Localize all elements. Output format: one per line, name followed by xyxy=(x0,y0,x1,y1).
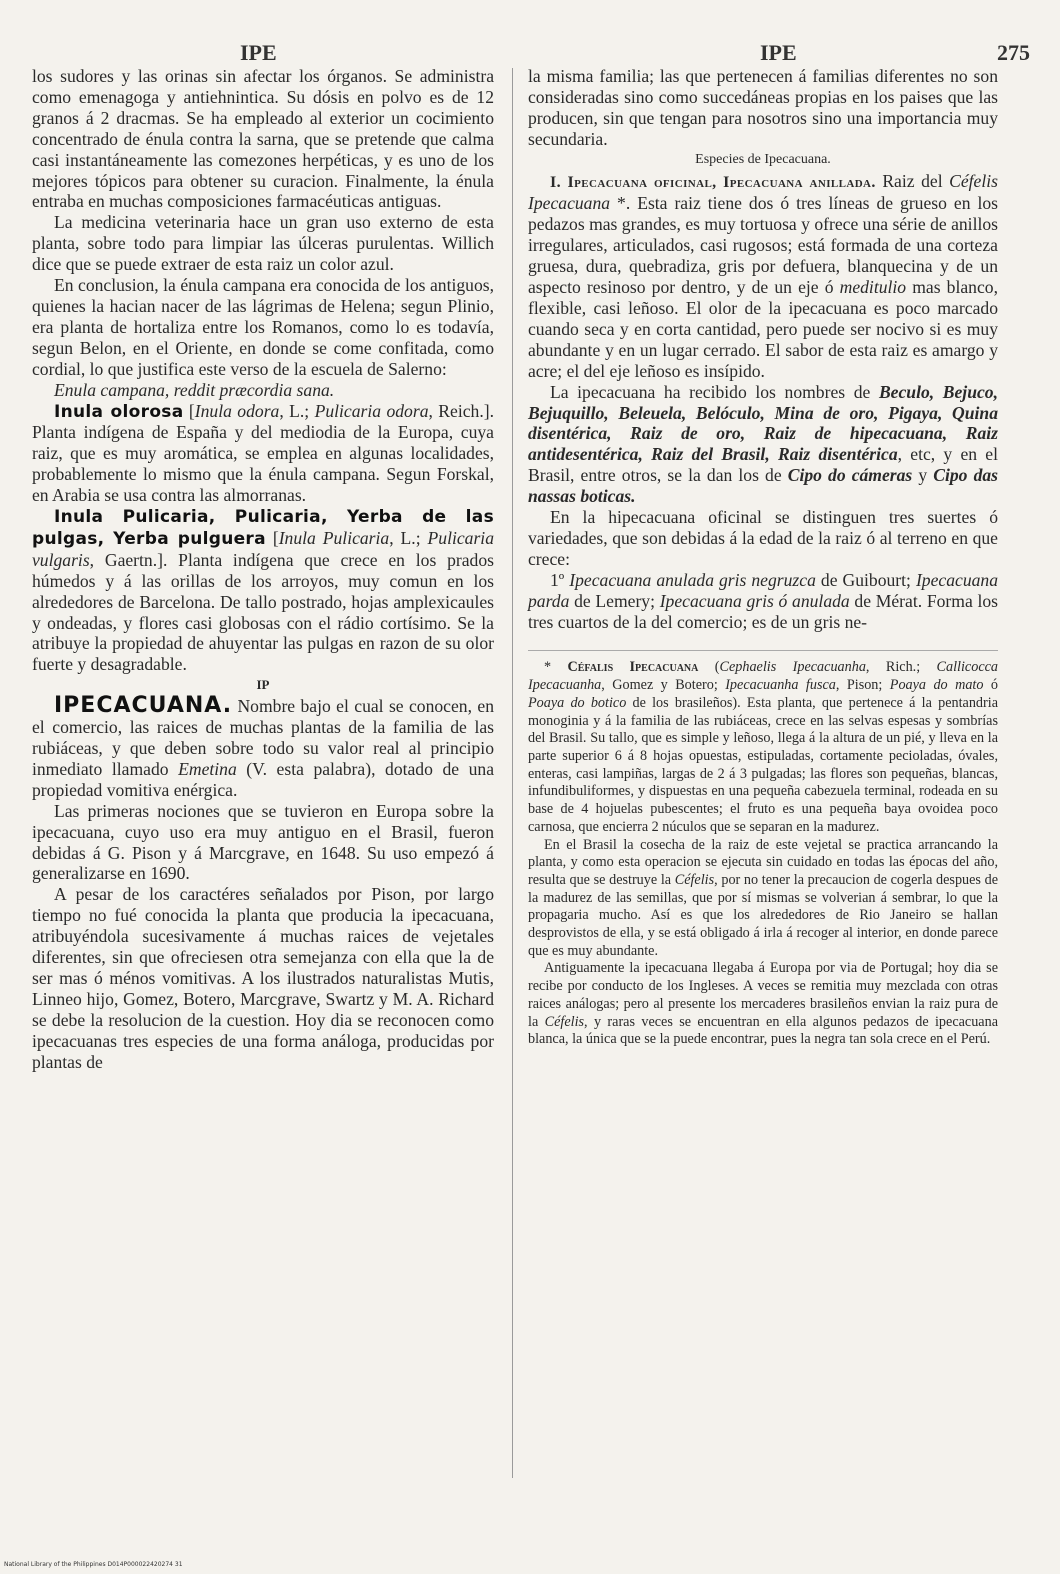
synonym: Cephaelis Ipecacuanha xyxy=(719,659,866,676)
text-run: Nombre bajo el cual se conocen, en el comercio, las raices de muchas plantas de la familia de las rubiáceas, y que deben sobre todo su valor real al principio inmediato llamado xyxy=(32,696,494,779)
text-run: mas blanco, flexible, casi leñoso. El olor de la ipecacuana es poco marcado cuando seca y en corta cantidad, pero puede ser nocivo si es muy abundante y en un lugar cerrado. El sabor de esta raiz es amargo y acre; el del eje leñoso es insípido. xyxy=(528,277,998,381)
text-run: ( xyxy=(698,659,720,676)
headword: Inula olorosa xyxy=(54,401,184,422)
paragraph: Las primeras nociones que se tuvieron en Europa sobre la ipecacuana, cuyo uso era muy antiguo en el Brasil, fueron debidas á G. Pison y á Marcgrave, en 1648. Su uso empezó á generalizarse en 1690. xyxy=(32,800,494,884)
species-name: Céfelis xyxy=(544,1013,585,1030)
text-run: 1º xyxy=(550,569,570,590)
synonym: Pulicaria odora xyxy=(314,400,429,421)
section-title: Especies de Ipecacuana. xyxy=(695,151,831,167)
text-run: , Reich.]. Planta indígena de España y del mediodia de la Europa, cuya raiz, que es muy aromática, se emplea en algunas localidades, probablemente lo mismo que la énula campana. Segun Forskal, en Arabia se usa contra las almorranas. xyxy=(32,400,494,506)
text-run: , L.; xyxy=(389,527,428,548)
text-run: , Gomez y Botero; xyxy=(601,677,726,694)
paragraph: En la hipecacuana oficinal se distinguen tres suertes ó variedades, que son debidas á la edad de la raiz ó al terreno en que crece: xyxy=(528,507,998,569)
headword: Inula Pulicaria, Pulicaria, Yerba de las pulgas, Yerba pulguera xyxy=(32,507,494,549)
entry-ipecacuana xyxy=(32,693,495,801)
common-name: Cipo do cámeras xyxy=(787,465,913,486)
synonym: Inula odora xyxy=(194,400,280,421)
species-name: Céfelis xyxy=(674,871,715,888)
synonym: Poaya do botico xyxy=(528,694,627,711)
paragraph-names xyxy=(528,382,998,507)
text-run: * xyxy=(544,659,568,676)
text-run: de Guibourt; xyxy=(815,569,916,590)
entry-inula-olorosa xyxy=(32,401,494,507)
page-number: 275 xyxy=(997,40,1030,65)
text-run: [ xyxy=(265,527,279,548)
variety-name: Ipecacuana parda xyxy=(528,569,999,611)
synonym: Ipecacuanha fusca xyxy=(725,677,836,694)
common-name: Cipo das nassas boticas. xyxy=(528,465,999,507)
text-run: La ipecacuana ha recibido los nombres de xyxy=(550,381,879,402)
running-head-right: IPE xyxy=(760,40,797,65)
text-run: (V. esta palabra), dotado de una propiedad vomitiva enérgica. xyxy=(32,758,495,800)
text-run: , y raras veces se encuentran en ella algunos pedazos de ipecacuana blanca, la única que se la puede encontrar, pues la negra tan sola crece en el Perú. xyxy=(528,1013,998,1048)
text-run: [ xyxy=(183,400,195,421)
running-head-left: IPE xyxy=(240,40,277,65)
text-run: , Rich.; xyxy=(865,659,937,676)
text-run: , Gaertn.]. Planta indígena que crece en los prados húmedos y á las orillas de los arroyos, muy comun en los alrededores de Barcelona. De tallo postrado, hojas amplexicaules y ondeadas, y flores casi globosas con el rádio cortísimo. Se la atribuye la propiedad de ahuyentar las pulgas en razon de su olor fuerte y desagradable. xyxy=(32,549,494,675)
headword: IPECACUANA. xyxy=(54,693,233,719)
text-run: de los brasileños). Esta planta, que pertenece á la pentandria monoginia y á la familia de las rubiáceas, crece en las selvas espesas y sombrías del Brasil. Su tallo, que es simple y leñoso, llega á la altura de un pié, y lleva en la parte superior 6 á 8 hojas opuestas, estipuladas, cortamente pecioladas, óvales, enteras, casi lampiñas, largas de 2 á 3 pulgadas; las flores son pequeñas, blancas, infundibuliformes, y dispuestas en una pequeña cabezuela terminal, rodeada en su base de 4 hojuelas pubescentes; el fruto es una pequeña baya ovoidea poco carnosa, que encierra 2 núculos que se separan en la madurez. xyxy=(528,694,998,835)
library-imprint: National Library of the Philippines D014P000022420274 31 xyxy=(4,1561,183,1568)
footnote-rule xyxy=(528,650,998,651)
species-heading: I. Ipecacuana oficinal, Ipecacuana anillada. xyxy=(550,173,876,191)
text-run: Raiz del xyxy=(875,170,950,191)
paragraph: A pesar de los caractéres señalados por Pison, por largo tiempo no fué conocida la planta que producia la ipecacuana, atribuyéndola sucesivamente á muchas raices de vejetales diferentes, sin que ofreciesen otra semejanza con ella que la de ser mas ó ménos vomitivas. A los ilustrados naturalistas Mutis, Linneo hijo, Gomez, Botero, Marcgrave, Swartz y M. A. Richard se debe la resolucion de la cuestion. Hoy dia se reconocen como ipecacuanas tres especies de una forma análoga, producidas por plantas de xyxy=(32,884,494,1072)
synonym: Callicocca Ipecacuanha xyxy=(528,659,999,694)
paragraph: En conclusion, la énula campana era conocida de los antiguos, quienes la hacian nacer de las lágrimas de Helena; segun Plinio, era planta de hortaliza entre los Romanos, como lo es todavía, segun Belon, en el Oriente, en donde se come confitada, como cordial, lo que justifica este verso de la escuela de Salerno: xyxy=(32,275,494,379)
text-run: y xyxy=(912,465,934,486)
text-run: de Mérat. Forma los tres cuartos de la del comercio; es de un gris ne- xyxy=(528,590,998,632)
text-run: ó xyxy=(983,677,998,694)
species-entry xyxy=(528,171,998,382)
species-name: Céfelis Ipecacuana xyxy=(528,170,998,214)
variety-name: Ipecacuana gris ó anulada xyxy=(659,590,850,611)
verse: Enula campana, reddit præcordia sana. xyxy=(54,379,335,400)
footnote xyxy=(528,659,998,1048)
text-run: *. Esta raiz tiene dos ó tres líneas de grueso en los pedazos mas grandes, es muy tortuosa y ofrece una série de anillos irregulares, articulados, casi rugosos; está formada de una corteza gruesa, dura, quebradiza, gris por defuera, blanquecina y de un aspecto resinoso por dentro, y de un eje ó xyxy=(528,193,998,298)
footnote-heading: Céfalis Ipecacuana xyxy=(567,659,699,676)
text-run: , por no tener la precaucion de cogerla despues de la madurez de las semillas, que por sí mismas se volverian á sembrar, lo que la propagaria mucho. Así es que los alrededores de Rio Janeiro se hallan desprovistos de ella, y se está obligado á irla á recoger al interior, en donde parece que es muy abundante. xyxy=(528,871,999,959)
synonym: Poaya do mato xyxy=(889,677,984,694)
text-run: de Lemery; xyxy=(569,590,660,611)
cross-reference: Emetina xyxy=(178,758,237,779)
entry-inula-pulicaria xyxy=(32,506,494,675)
section-mark: IP xyxy=(256,677,270,693)
footnote-paragraph xyxy=(528,837,998,961)
common-names: Beculo, Bejuco, Bejuquillo, Beleuela, Belóculo, Mina de oro, Pigaya, Quina disentérica, Raiz de oro, Raiz de hipecacuana, Raiz antidesentérica, Raiz del Brasil, Raiz disentérica xyxy=(528,381,998,465)
text-run: , etc, y en el Brasil, entre otros, se la dan los de xyxy=(528,444,998,486)
synonym: Pulicaria vulgaris xyxy=(32,527,494,570)
variety-name: Ipecacuana anulada gris negruzca xyxy=(569,569,816,590)
term: meditulio xyxy=(839,277,907,298)
paragraph-variety xyxy=(528,570,998,633)
text-run: En el Brasil la cosecha de la raiz de este vejetal se practica arrancando la planta, y como esta operacion se ejecuta sin cuidado en todas las épocas del año, resulta que se destruye la xyxy=(528,836,998,888)
text-run: Antiguamente la ipecacuana llegaba á Europa por via de Portugal; hoy dia se recibe por conducto de los Ingleses. A veces se remitia muy mezclada con otras raices análogas; pero al presente los mercaderes brasileños envian la raiz pura de la xyxy=(528,960,998,1030)
footnote-paragraph xyxy=(528,960,998,1049)
right-column xyxy=(528,66,998,1049)
footnote-paragraph xyxy=(528,659,998,836)
paragraph: los sudores y las orinas sin afectar los órganos. Se administra como emenagoga y antiehnintica. Su dósis en polvo es de 12 granos á 2 dracmas. Se ha empleado al exterior un cocimiento concentrado de énula contra la sarna, que se pretende que calma casi instantáneamente las comezones herpéticas, y es uno de los mejores tópicos para obtener su curacion. Finalmente, la énula entraba en muchas composiciones farmacéuticas antiguas. xyxy=(32,66,494,212)
paragraph: La medicina veterinaria hace un gran uso externo de esta planta, sobre todo para limpiar las úlceras purulentas. Willich dice que se puede extraer de esta raiz un color azul. xyxy=(32,212,494,275)
synonym: Inula Pulicaria xyxy=(278,527,390,548)
paragraph: la misma familia; las que pertenecen á familias diferentes no son consideradas sino como succedáneas propias en los paises que las producen, sin que tengan para nosotros sino una importancia muy secundaria. xyxy=(528,66,998,149)
text-run: , Pison; xyxy=(835,677,890,694)
left-column xyxy=(32,66,494,1073)
column-divider xyxy=(512,68,513,1478)
text-run: , L.; xyxy=(279,400,315,421)
